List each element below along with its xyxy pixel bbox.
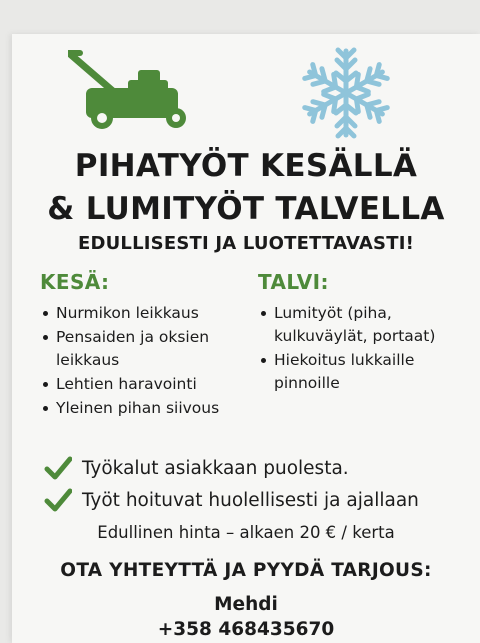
winter-column: [258, 270, 478, 396]
contact-name: Mehdi: [214, 594, 278, 615]
list-item: Nurmikon leikkaus: [40, 302, 262, 325]
benefit-text: Työkalut asiakkaan puolesta.: [82, 457, 349, 479]
headline-line-2: & LUMITYÖT TALVELLA: [47, 191, 445, 227]
benefits-list: [44, 452, 480, 516]
list-item: Lehtien haravointi: [40, 373, 262, 396]
list-item: Hiekoitus lukkaille pinnoille: [258, 349, 478, 395]
call-to-action: OTA YHTEYTTÄ JA PYYDÄ TARJOUS:: [60, 560, 432, 581]
list-item: Yleinen pihan siivous: [40, 397, 262, 420]
lawn-mower-icon: [68, 48, 192, 130]
headline-line-1: PIHATYÖT KESÄLLÄ: [74, 148, 418, 184]
summer-title: KESÄ:: [40, 270, 110, 294]
winter-services-list: [258, 302, 478, 395]
snowflake-icon: [302, 46, 390, 140]
summer-services-list: [40, 302, 262, 420]
poster: [12, 34, 480, 643]
price-line: Edullinen hinta – alkaen 20 € / kerta: [97, 523, 395, 542]
benefit-row: [44, 452, 480, 484]
tagline: EDULLISESTI JA LUOTETTAVASTI!: [77, 233, 415, 254]
summer-column: [40, 270, 262, 421]
checkmark-icon: [44, 488, 72, 512]
benefit-row: [44, 484, 480, 516]
list-item: Lumityöt (piha, kulkuväylät, portaat): [258, 302, 478, 348]
checkmark-icon: [44, 456, 72, 480]
contact-phone[interactable]: +358 468435670: [157, 619, 335, 640]
list-item: Pensaiden ja oksien leikkaus: [40, 326, 262, 372]
benefit-text: Työt hoituvat huolellisesti ja ajallaan: [82, 489, 419, 511]
winter-title: TALVI:: [258, 270, 329, 294]
